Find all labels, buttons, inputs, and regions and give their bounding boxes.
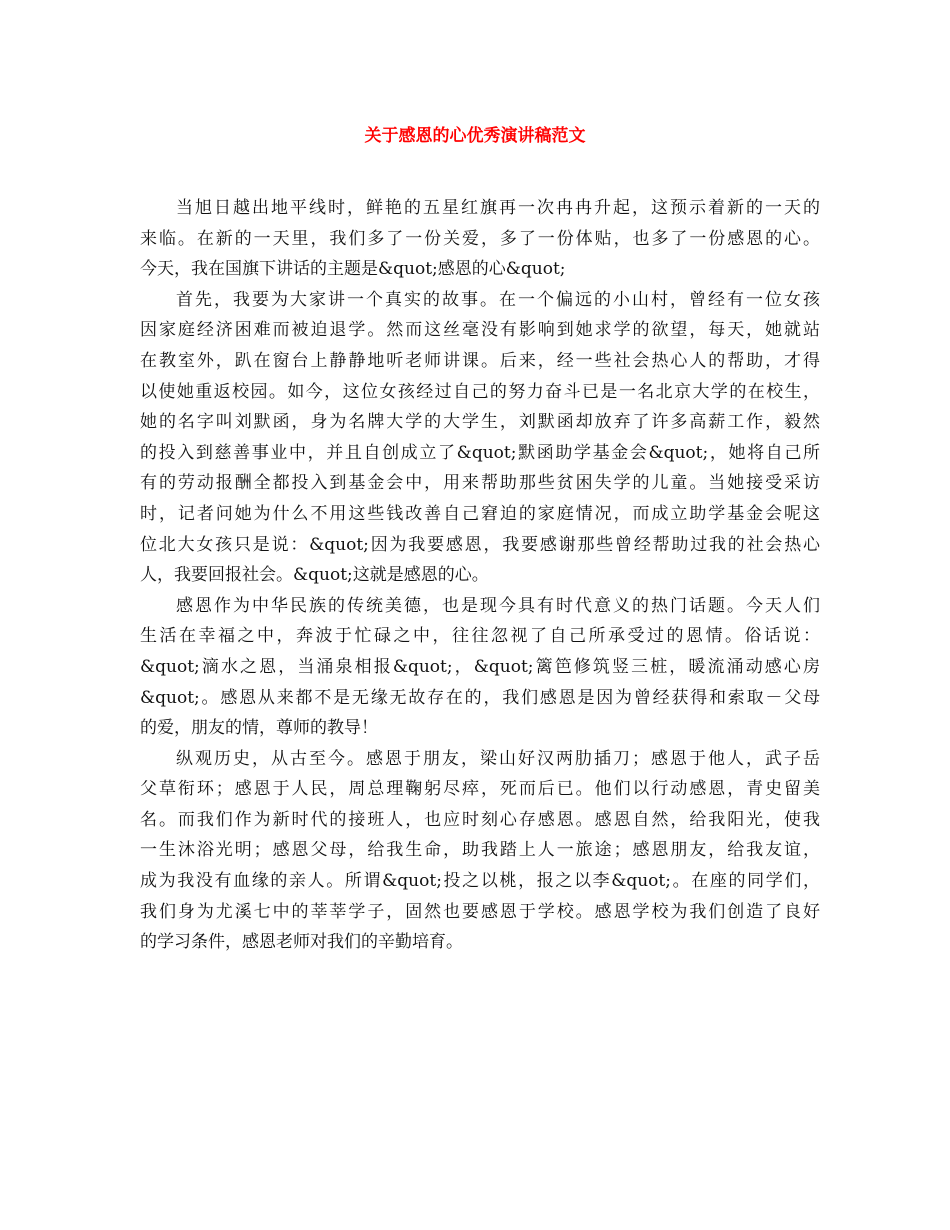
- text-line: &quot;滴水之恩，当涌泉相报&quot;，&quot;篱笆修筑竖三桩，暖流涌动感心房: [140, 656, 820, 677]
- text-line: 时，记者问她为什么不用这些钱改善自己窘迫的家庭情况，而成立助学基金会呢这: [140, 503, 820, 524]
- text-line: 位北大女孩只是说：&quot;因为我要感恩，我要感谢那些曾经帮助过我的社会热心: [140, 534, 820, 555]
- text-line: 以使她重返校园。如今，这位女孩经过自己的努力奋斗已是一名北京大学的在校生，: [140, 381, 820, 402]
- text-line: 的学习条件，感恩老师对我们的辛勤培育。: [140, 932, 463, 953]
- text-line: 成为我没有血缘的亲人。所谓&quot;投之以桃，报之以李&quot;。在座的同学们，: [140, 871, 820, 892]
- text-line: 的投入到慈善事业中，并且自创成立了&quot;默函助学基金会&quot;，她将自己所: [140, 442, 820, 463]
- text-line: 有的劳动报酬全都投入到基金会中，用来帮助那些贫困失学的儿童。当她接受采访: [140, 473, 820, 494]
- document-title: 关于感恩的心优秀演讲稿范文: [364, 126, 586, 146]
- text-line: 来临。在新的一天里，我们多了一份关爱，多了一份体贴，也多了一份感恩的心。: [140, 228, 820, 249]
- text-line: 人，我要回报社会。&quot;这就是感恩的心。: [140, 565, 489, 586]
- text-line: 纵观历史，从古至今。感恩于朋友，梁山好汉两肋插刀；感恩于他人，武子岳: [176, 748, 820, 769]
- text-line: 今天，我在国旗下讲话的主题是&quot;感恩的心&quot;: [140, 259, 566, 280]
- text-line: 生活在幸福之中，奔波于忙碌之中，往往忽视了自己所承受过的恩情。俗话说：: [140, 626, 820, 647]
- text-line: 父草衔环；感恩于人民，周总理鞠躬尽瘁，死而后已。他们以行动感恩，青史留美: [140, 779, 820, 800]
- text-line: 她的名字叫刘默函，身为名牌大学的大学生，刘默函却放弃了许多高薪工作，毅然: [140, 412, 820, 433]
- text-line: 我们身为尤溪七中的莘莘学子，固然也要感恩于学校。感恩学校为我们创造了良好: [140, 901, 820, 922]
- text-line: 当旭日越出地平线时，鲜艳的五星红旗再一次冉冉升起，这预示着新的一天的: [176, 198, 820, 218]
- text-line: 因家庭经济困难而被迫退学。然而这丝毫没有影响到她求学的欲望，每天，她就站: [140, 320, 820, 341]
- text-line: 感恩作为中华民族的传统美德，也是现今具有时代意义的热门话题。今天人们: [176, 595, 820, 616]
- text-line: 首先，我要为大家讲一个真实的故事。在一个偏远的小山村，曾经有一位女孩: [176, 289, 820, 310]
- text-line: 名。而我们作为新时代的接班人，也应时刻心存感恩。感恩自然，给我阳光，使我: [140, 809, 820, 830]
- text-line: 在教室外，趴在窗台上静静地听老师讲课。后来，经一些社会热心人的帮助，才得: [140, 350, 820, 371]
- text-line: &quot;。感恩从来都不是无缘无故存在的，我们感恩是因为曾经获得和索取－父母: [140, 687, 820, 708]
- text-line: 的爱，朋友的情，尊师的教导！: [140, 718, 378, 739]
- document-body: [140, 193, 820, 958]
- text-line: 一生沐浴光明；感恩父母，给我生命，助我踏上人一旅途；感恩朋友，给我友谊，: [140, 840, 820, 861]
